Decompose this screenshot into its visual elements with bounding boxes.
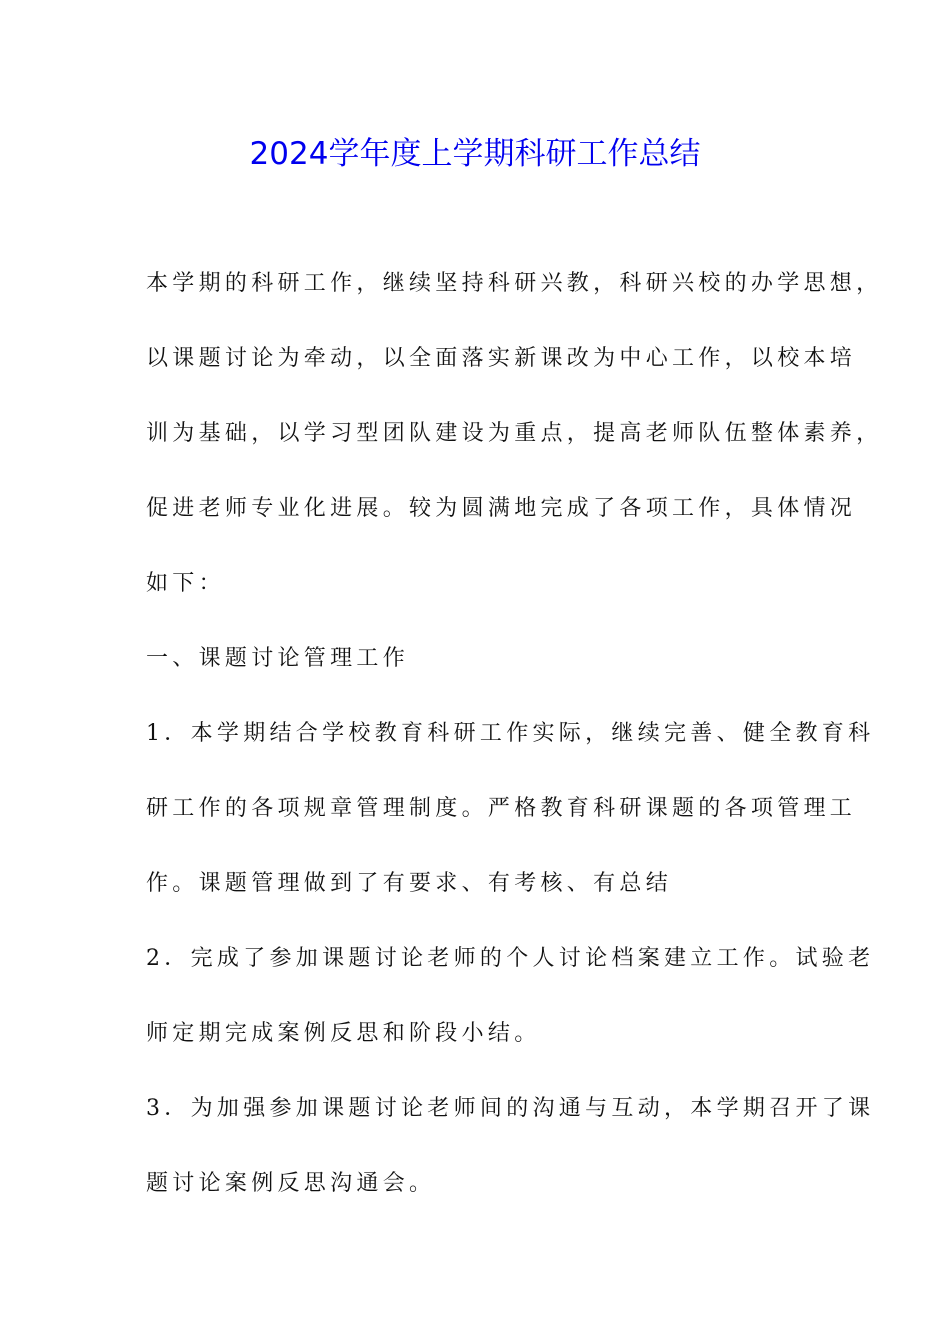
section-heading: 一、课题讨论管理工作 [146, 646, 410, 671]
list-item-line: 1．本学期结合学校教育科研工作实际，继续完善、健全教育科 [146, 721, 875, 746]
list-item-line: 作。课题管理做到了有要求、有考核、有总结 [146, 871, 673, 896]
list-item-line: 题讨论案例反思沟通会。 [146, 1171, 436, 1196]
document-title: 2024学年度上学期科研工作总结 [249, 136, 701, 172]
list-item-line: 研工作的各项规章管理制度。严格教育科研课题的各项管理工 [146, 796, 857, 821]
paragraph-line: 训为基础，以学习型团队建设为重点，提高老师队伍整体素养， [146, 421, 883, 446]
paragraph-line: 促进老师专业化进展。较为圆满地完成了各项工作，具体情况 [146, 496, 857, 521]
paragraph-line: 以课题讨论为牵动，以全面落实新课改为中心工作，以校本培 [146, 346, 857, 371]
list-item-line: 3．为加强参加课题讨论老师间的沟通与互动，本学期召开了课 [146, 1096, 875, 1121]
list-item-line: 师定期完成案例反思和阶段小结。 [146, 1021, 541, 1046]
list-item-line: 2．完成了参加课题讨论老师的个人讨论档案建立工作。试验老 [146, 946, 875, 971]
paragraph-line: 本学期的科研工作，继续坚持科研兴教，科研兴校的办学思想， [146, 271, 883, 296]
paragraph-line: 如下： [146, 571, 225, 596]
